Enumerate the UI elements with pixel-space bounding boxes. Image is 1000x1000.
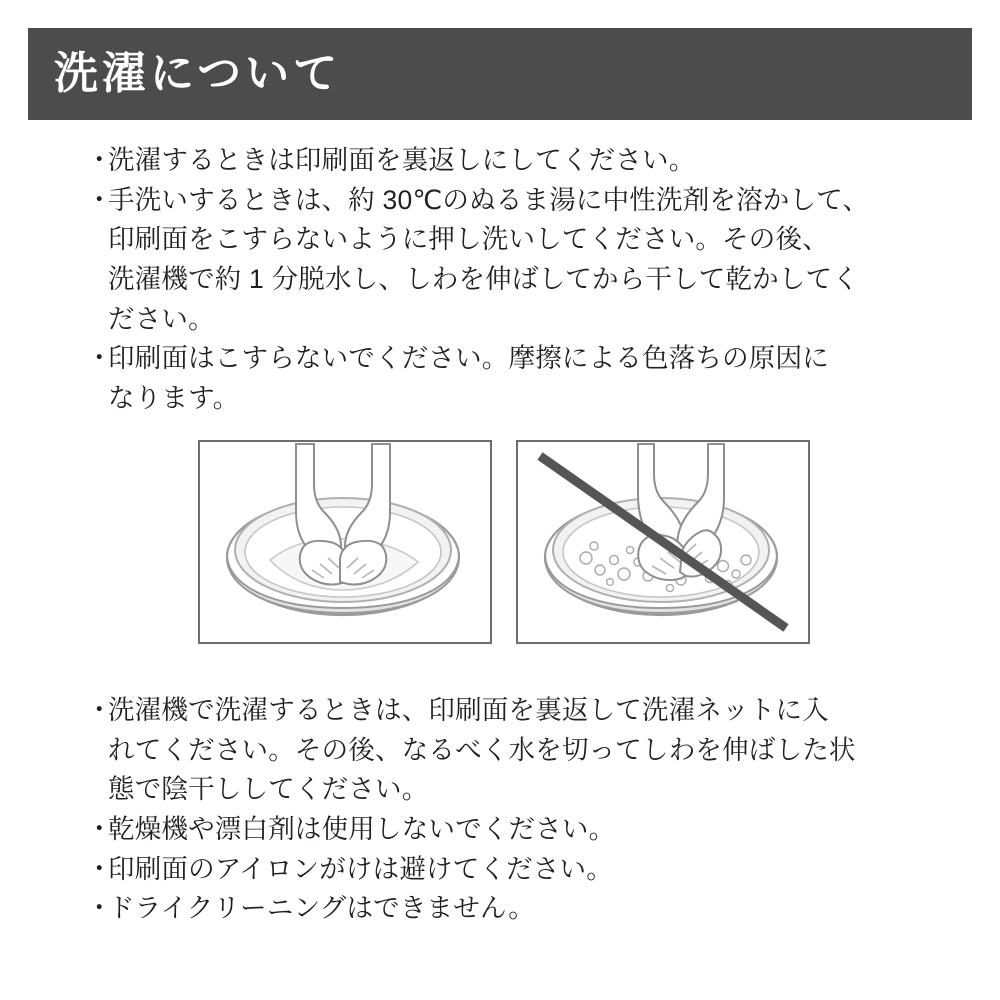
list-item-text: 洗濯機で約 1 分脱水し、しわを伸ばしてから干して乾かしてく — [108, 263, 859, 294]
list-item — [86, 340, 926, 378]
header-bar — [28, 28, 972, 120]
list-item-continuation — [86, 261, 926, 299]
bullet-icon: ・ — [86, 853, 113, 884]
list-item-text: 印刷面はこすらないでください。摩擦による色落ちの原因に — [108, 343, 829, 374]
list-item-continuation — [86, 771, 926, 809]
list-item-continuation — [86, 732, 926, 770]
list-item-text: なります。 — [108, 382, 240, 413]
list-item-text: 乾燥機や漂白剤は使用しないでください。 — [108, 813, 616, 844]
bullet-icon: ・ — [86, 145, 113, 175]
list-item-continuation — [86, 221, 926, 259]
illustration-hand-rub-prohibited — [516, 440, 810, 644]
hand-wash-icon — [200, 442, 486, 638]
list-item — [86, 692, 926, 730]
list-item — [86, 851, 926, 889]
list-item-text: 態で陰干ししてください。 — [108, 774, 429, 805]
bullet-icon: ・ — [86, 343, 113, 374]
bullet-icon: ・ — [86, 184, 113, 215]
bottom-notes-block — [86, 692, 926, 930]
list-item-continuation — [86, 301, 926, 339]
list-item-text: 印刷面のアイロンがけは避けてください。 — [108, 853, 613, 884]
list-item-text: 手洗いするときは、約 30℃のぬるま湯に中性洗剤を溶かして、 — [108, 184, 870, 215]
page-title: 洗濯について — [54, 49, 342, 98]
list-item-text: れてください。その後、なるべく水を切ってしわを伸ばした状 — [108, 734, 856, 765]
bullet-icon: ・ — [86, 813, 113, 844]
list-item-continuation — [86, 380, 926, 418]
list-item-text: 印刷面をこすらないように押し洗いしてください。その後、 — [108, 224, 829, 255]
list-item-text: 洗濯機で洗濯するときは、印刷面を裏返して洗濯ネットに入 — [108, 695, 829, 725]
no-rubbing-icon — [518, 442, 804, 638]
illustration-row — [198, 440, 810, 644]
top-notes-block — [86, 142, 926, 419]
list-item-text: ださい。 — [108, 303, 215, 334]
list-item — [86, 182, 926, 220]
illustration-hand-wash-allowed — [198, 440, 492, 644]
list-item-text: ドライクリーニングはできません。 — [108, 893, 535, 924]
list-item — [86, 142, 926, 180]
list-item — [86, 890, 926, 928]
list-item — [86, 811, 926, 849]
bullet-icon: ・ — [86, 893, 113, 924]
list-item-text: 洗濯するときは印刷面を裏返しにしてください。 — [108, 145, 696, 175]
bullet-icon: ・ — [86, 695, 113, 725]
